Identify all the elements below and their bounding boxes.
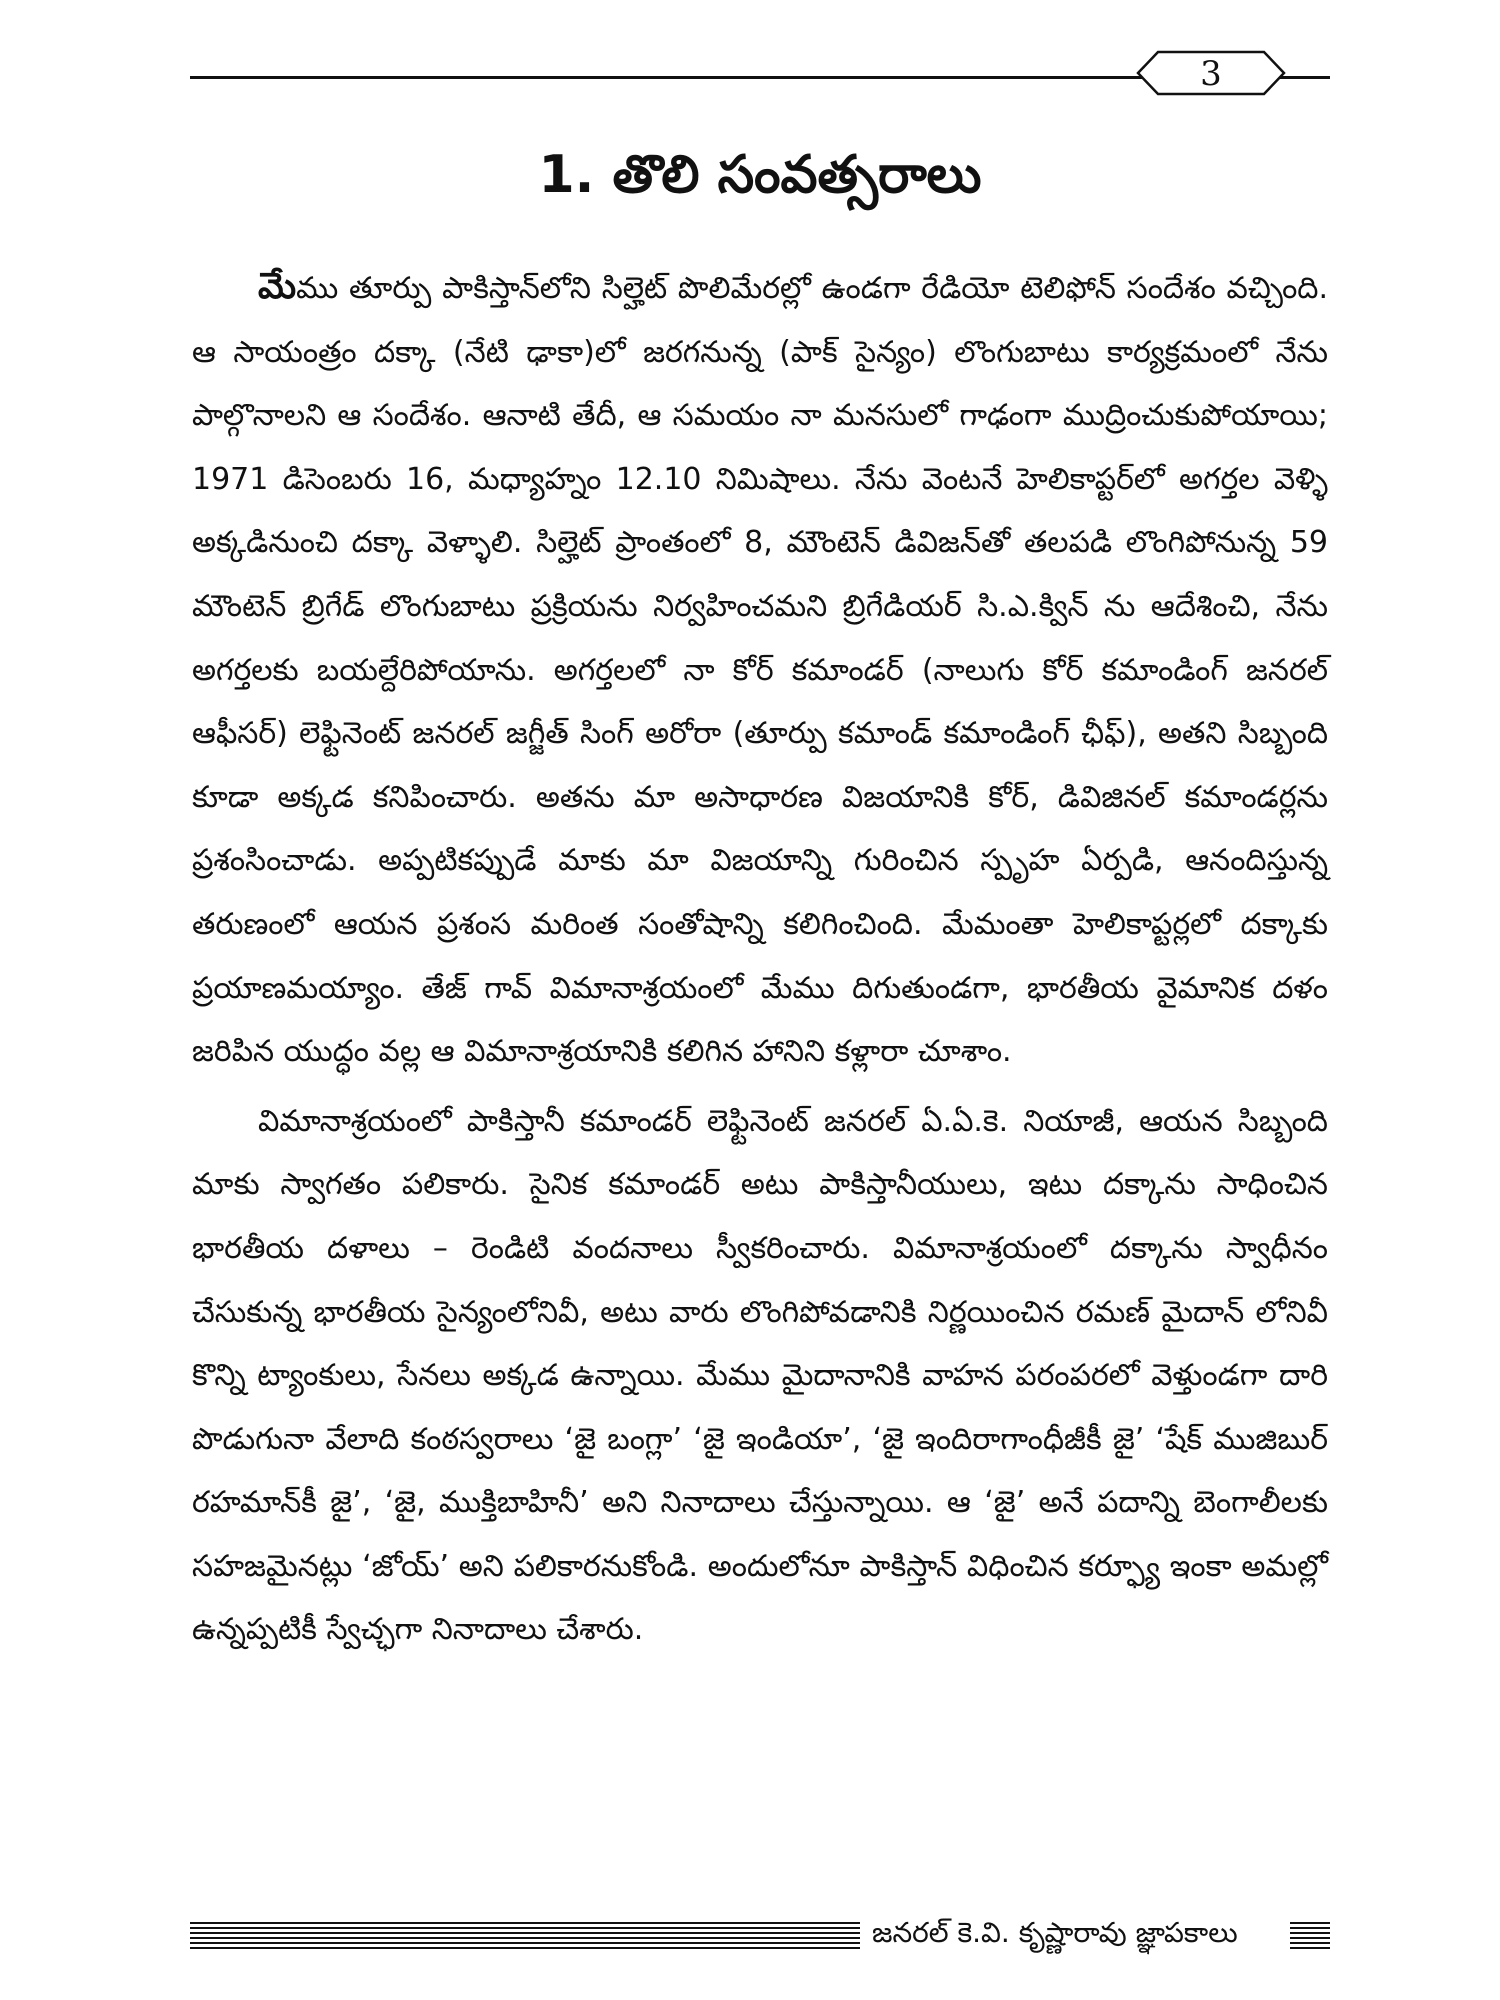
paragraph-1 — [192, 255, 1328, 1084]
paragraph-2: విమానాశ్రయంలో పాకిస్తానీ కమాండర్ లెఫ్టినెంట్ జనరల్ ఏ.ఏ.కె. నియాజీ, ఆయన సిబ్బంది మాకు స్వాగతం పలికారు. సైనిక కమాండర్ అటు పాకిస్తానీయులు, ఇటు దక్కాను సాధించిన భారతీయ దళాలు – రెండిటి వందనాలు స్వీకరించారు. విమానాశ్రయంలో దక్కాను స్వాధీనం చేసుకున్న భారతీయ సైన్యంలోనివీ, అటు వారు లొంగిపోవడానికి నిర్ణయించిన రమణ్ మైదాన్ లోనివీ కొన్ని ట్యాంకులు, సేనలు అక్కడ ఉన్నాయి. మేము మైదానానికి వాహన పరంపరలో వెళ్తుండగా దారి పొడుగునా వేలాది కంఠస్వరాలు ‘జై బంగ్లా’ ‘జై ఇండియా’, ‘జై ఇందిరాగాంధీజీకీ జై’ ‘షేక్ ముజిబుర్ రహమాన్‌కీ జై’, ‘జై, ముక్తిబాహినీ’ అని నినాదాలు చేస్తున్నాయి. ఆ ‘జై’ అనే పదాన్ని బెంగాలీలకు సహజమైనట్లు ‘జోయ్’ అని పలికారనుకోండి. అందులోనూ పాకిస్తాన్ విధించిన కర్ఫ్యూ ఇంకా అమల్లో ఉన్నప్పటికీ స్వేచ్ఛగా నినాదాలు చేశారు. — [192, 1103, 1328, 1648]
paragraph-1-text: ము తూర్పు పాకిస్తాన్‌లోని సిల్హెట్ పొలిమేరల్లో ఉండగా రేడియో టెలిఫోన్ సందేశం వచ్చింది. ఆ సాయంత్రం దక్కా (నేటి ఢాకా)లో జరగనున్న (పాక్ సైన్యం) లొంగుబాటు కార్యక్రమంలో నేను పాల్గొనాలని ఆ సందేశం. ఆనాటి తేదీ, ఆ సమయం నా మనసులో గాఢంగా ముద్రించుకుపోయాయి; 1971 డిసెంబరు 16, మధ్యాహ్నం 12.10 నిమిషాలు. నేను వెంటనే హెలికాప్టర్‌లో అగర్తల వెళ్ళి అక్కడినుంచి దక్కా వెళ్ళాలి. సిల్హెట్ ప్రాంతంలో 8, మౌంటెన్ డివిజన్‌తో తలపడి లొంగిపోనున్న 59 మౌంటెన్ బ్రిగేడ్ లొంగుబాటు ప్రక్రియను నిర్వహించమని బ్రిగేడియర్ సి.ఎ.క్విన్ ను ఆదేశించి, నేను అగర్తలకు బయల్దేరిపోయాను. అగర్తలలో నా కోర్ కమాండర్ (నాలుగు కోర్ కమాండింగ్ జనరల్ ఆఫీసర్) లెఫ్టినెంట్ జనరల్ జగ్జీత్ సింగ్ అరోరా (తూర్పు కమాండ్ కమాండింగ్ ఛీఫ్), అతని సిబ్బంది కూడా అక్కడ కనిపించారు. అతను మా అసాధారణ విజయానికి కోర్, డివిజినల్ కమాండర్లను ప్రశంసించాడు. అప్పటికప్పుడే మాకు మా విజయాన్ని గురించిన స్పృహ ఏర్పడి, ఆనందిస్తున్న తరుణంలో ఆయన ప్రశంస మరింత సంతోషాన్ని కలిగించింది. మేమంతా హెలికాప్టర్లలో దక్కాకు ప్రయాణమయ్యాం. తేజ్ గావ్ విమానాశ్రయంలో మేము దిగుతుండగా, భారతీయ వైమానిక దళం జరిపిన యుద్ధం వల్ల ఆ విమానాశ్రయానికి కలిగిన హానిని కళ్లారా చూశాం. — [192, 271, 1328, 1070]
footer-book-title: జనరల్ కె.వి. కృష్ణారావు జ్ఞాపకాలు — [872, 1916, 1238, 1949]
page-number-badge — [1136, 50, 1286, 96]
footer-rule-lines-right — [1290, 1922, 1330, 1952]
page-header — [190, 50, 1330, 96]
page-footer — [190, 1918, 1330, 1958]
body-text — [192, 255, 1328, 1662]
chapter-title: 1. తొలి సంవత్సరాలు — [538, 145, 982, 205]
page-number: 3 — [1200, 54, 1222, 94]
paragraph-1-initial: మే — [258, 266, 297, 307]
footer-rule-lines — [190, 1922, 860, 1952]
